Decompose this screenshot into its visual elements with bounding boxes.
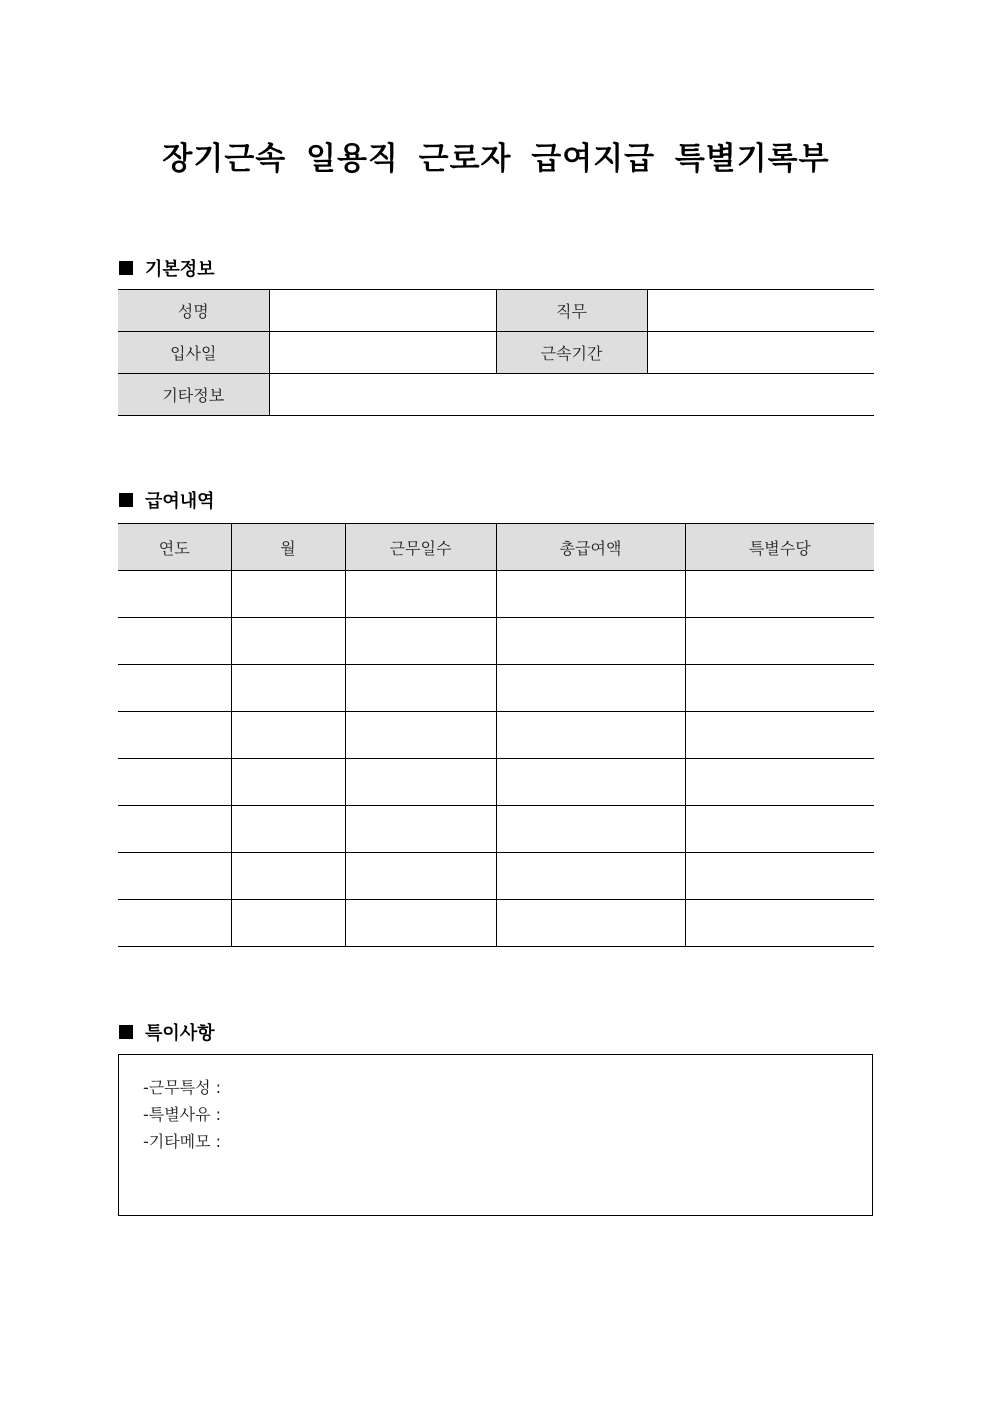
total-pay-cell[interactable] <box>496 759 685 806</box>
column-header-special-allowance: 특별수당 <box>685 524 874 571</box>
column-header-work-days: 근무일수 <box>345 524 496 571</box>
work-days-cell[interactable] <box>345 571 496 618</box>
table-row <box>118 618 874 665</box>
note-other-memo: -기타메모 : <box>143 1132 222 1151</box>
table-row <box>118 290 874 332</box>
salary-table <box>118 523 874 947</box>
work-days-cell[interactable] <box>345 712 496 759</box>
label-tenure: 근속기간 <box>496 332 647 374</box>
table-row <box>118 665 874 712</box>
name-field[interactable] <box>269 290 496 332</box>
total-pay-cell[interactable] <box>496 571 685 618</box>
work-days-cell[interactable] <box>345 806 496 853</box>
section-heading-label: 특이사항 <box>145 1023 215 1044</box>
other-info-field[interactable] <box>269 374 874 416</box>
table-row <box>118 712 874 759</box>
special-allowance-cell[interactable] <box>685 806 874 853</box>
total-pay-cell[interactable] <box>496 712 685 759</box>
section-heading-label: 기본정보 <box>145 259 215 280</box>
special-allowance-cell[interactable] <box>685 759 874 806</box>
column-header-year: 연도 <box>118 524 231 571</box>
black-square-icon <box>119 1025 133 1039</box>
black-square-icon <box>119 261 133 275</box>
basic-info-table <box>118 289 874 416</box>
special-allowance-cell[interactable] <box>685 618 874 665</box>
year-cell[interactable] <box>118 806 231 853</box>
year-cell[interactable] <box>118 759 231 806</box>
work-days-cell[interactable] <box>345 759 496 806</box>
year-cell[interactable] <box>118 571 231 618</box>
table-row <box>118 900 874 947</box>
special-allowance-cell[interactable] <box>685 853 874 900</box>
month-cell[interactable] <box>231 806 345 853</box>
month-cell[interactable] <box>231 712 345 759</box>
total-pay-cell[interactable] <box>496 618 685 665</box>
month-cell[interactable] <box>231 853 345 900</box>
year-cell[interactable] <box>118 665 231 712</box>
month-cell[interactable] <box>231 759 345 806</box>
column-header-total-pay: 총급여액 <box>496 524 685 571</box>
label-name: 성명 <box>118 290 269 332</box>
year-cell[interactable] <box>118 853 231 900</box>
table-row <box>118 853 874 900</box>
year-cell[interactable] <box>118 712 231 759</box>
work-days-cell[interactable] <box>345 665 496 712</box>
note-special-reason: -특별사유 : <box>143 1105 222 1124</box>
label-other-info: 기타정보 <box>118 374 269 416</box>
hire-date-field[interactable] <box>269 332 496 374</box>
work-days-cell[interactable] <box>345 900 496 947</box>
month-cell[interactable] <box>231 571 345 618</box>
section-heading-label: 급여내역 <box>145 491 215 512</box>
special-allowance-cell[interactable] <box>685 571 874 618</box>
month-cell[interactable] <box>231 618 345 665</box>
table-row <box>118 332 874 374</box>
section-heading-notes <box>119 1019 215 1045</box>
note-work-characteristics: -근무특성 : <box>143 1078 222 1097</box>
table-row <box>118 759 874 806</box>
table-row <box>118 571 874 618</box>
total-pay-cell[interactable] <box>496 900 685 947</box>
black-square-icon <box>119 493 133 507</box>
year-cell[interactable] <box>118 618 231 665</box>
special-allowance-cell[interactable] <box>685 712 874 759</box>
position-field[interactable] <box>647 290 874 332</box>
column-header-month: 월 <box>231 524 345 571</box>
label-position: 직무 <box>496 290 647 332</box>
notes-box[interactable] <box>118 1054 873 1216</box>
table-header-row <box>118 524 874 571</box>
table-row <box>118 806 874 853</box>
total-pay-cell[interactable] <box>496 806 685 853</box>
total-pay-cell[interactable] <box>496 665 685 712</box>
work-days-cell[interactable] <box>345 853 496 900</box>
month-cell[interactable] <box>231 900 345 947</box>
tenure-field[interactable] <box>647 332 874 374</box>
section-heading-salary <box>119 487 215 513</box>
total-pay-cell[interactable] <box>496 853 685 900</box>
section-heading-basic-info <box>119 255 215 281</box>
label-hire-date: 입사일 <box>118 332 269 374</box>
year-cell[interactable] <box>118 900 231 947</box>
work-days-cell[interactable] <box>345 618 496 665</box>
table-row <box>118 374 874 416</box>
special-allowance-cell[interactable] <box>685 665 874 712</box>
special-allowance-cell[interactable] <box>685 900 874 947</box>
page-title: 장기근속 일용직 근로자 급여지급 특별기록부 <box>162 141 830 177</box>
month-cell[interactable] <box>231 665 345 712</box>
